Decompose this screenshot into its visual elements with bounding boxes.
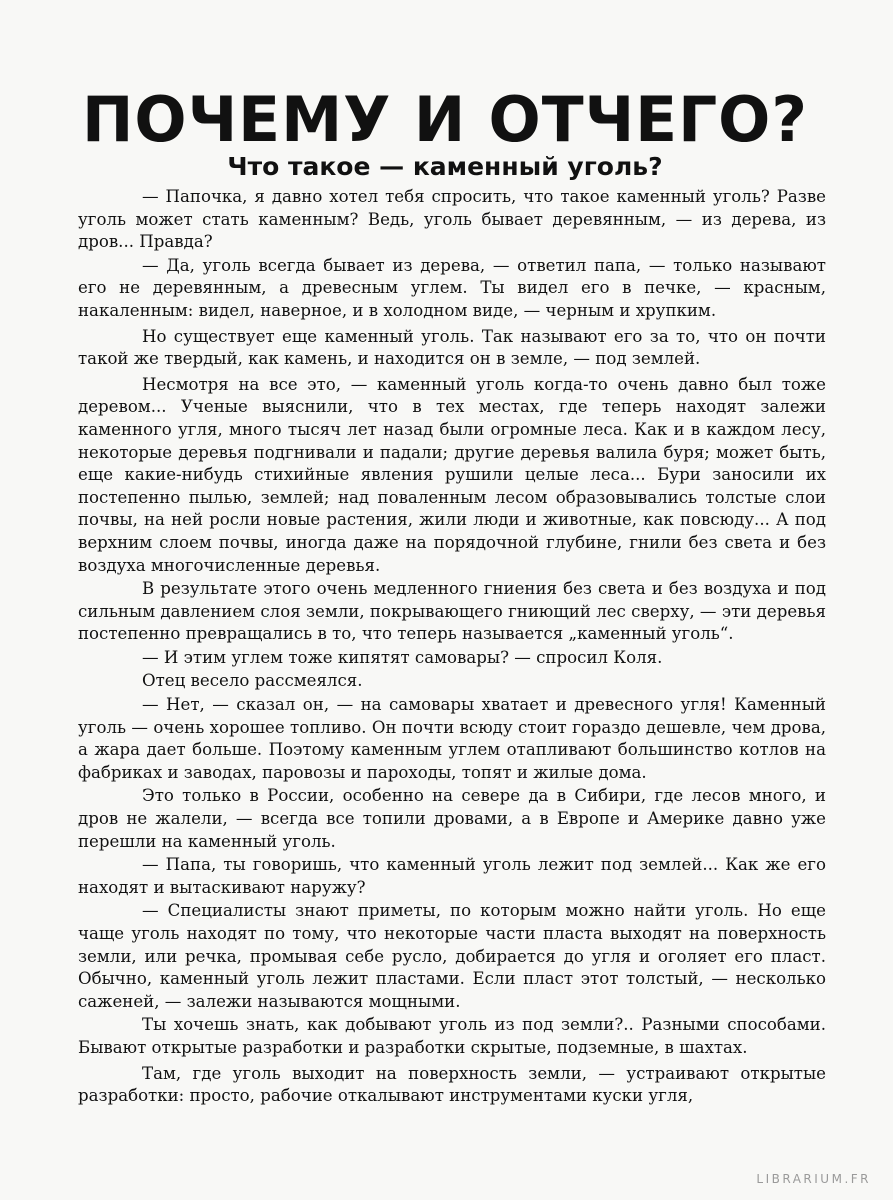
paragraph: — И этим углем тоже кипятят самовары? — спросил Коля.: [142, 647, 663, 667]
page-title: ПОЧЕМУ И ОТЧЕГО?: [82, 83, 808, 156]
paragraph: — Папочка, я давно хотел тебя спросить, что такое каменный уголь? Разве уголь может стать каменным? Ведь, уголь бывает деревянным, — из дерева, из дров... Правда?: [78, 187, 826, 252]
paragraph: В результате этого очень медленного гниения без света и без воздуха и под сильным давлением слоя земли, покрывающего гниющий лес сверху, — эти деревья постепенно превращались в то, что теперь называется „каменный уголь“.: [78, 579, 826, 644]
article-body: [78, 186, 826, 1109]
paragraph: Несмотря на все это, — каменный уголь когда-то очень давно был тоже деревом... Ученые выяснили, что в тех местах, где теперь находят залежи каменного угля, много тысяч лет назад были огромные леса. Как и в каждом лесу, некоторые деревья подгнивали и падали; другие деревья валила буря; может быть, еще какие-нибудь стихийные явления рушили целые леса... Бури заносили их постепенно пылью, землей; над поваленным лесом образовывались толстые слои почвы, на ней росли новые растения, жили люди и животные, как повсюду... А под верхним слоем почвы, иногда даже на порядочной глубине, гнили без света и без воздуха многочисленные деревья.: [78, 374, 826, 575]
watermark: LIBRARIUM.FR: [756, 1172, 871, 1186]
paragraph: Отец весело рассмеялся.: [142, 671, 363, 691]
paragraph: Это только в России, особенно на севере да в Сибири, где лесов много, и дров не жалели, — всегда все топили дровами, а в Европе и Америке давно уже перешли на каменный уголь.: [78, 786, 826, 851]
paragraph: — Специалисты знают приметы, по которым можно найти уголь. Но еще чаще уголь находят по тому, что некоторые части пласта выходят на поверхность земли, или речка, промывая себе русло, добирается до угля и оголяет его пласт. Обычно, каменный уголь лежит пластами. Если пласт этот толстый, — несколько саженей, — залежи называются мощными.: [78, 901, 826, 1011]
paragraph: — Да, уголь всегда бывает из дерева, — ответил папа, — только называют его не деревянным, а древесным углем. Ты видел его в печке, — красным, накаленным: видел, наверное, и в холодном виде, — черным и хрупким.: [78, 255, 826, 320]
paragraph: Там, где уголь выходит на поверхность земли, — устраивают открытые разработки: просто, рабочие откалывают инструментами куски угля,: [78, 1063, 826, 1106]
paragraph: — Нет, — сказал он, — на самовары хватает и древесного угля! Каменный уголь — очень хорошее топливо. Он почти всюду стоит гораздо дешевле, чем дрова, а жара дает больше. Поэтому каменным углем отапливают большинство котлов на фабриках и заводах, паровозы и пароходы, топят и жилые дома.: [78, 695, 826, 782]
paragraph: Ты хочешь знать, как добывают уголь из под земли?.. Разными способами. Бывают открытые разработки и разработки скрытые, подземные, в шахтах.: [78, 1015, 826, 1057]
paragraph: — Папа, ты говоришь, что каменный уголь лежит под землей... Как же его находят и вытаскивают наружу?: [78, 855, 826, 897]
paragraph: Но существует еще каменный уголь. Так называют его за то, что он почти такой же твердый, как камень, и находится он в земле, — под землей.: [78, 326, 826, 369]
page-subtitle: Что такое — каменный уголь?: [227, 152, 663, 181]
